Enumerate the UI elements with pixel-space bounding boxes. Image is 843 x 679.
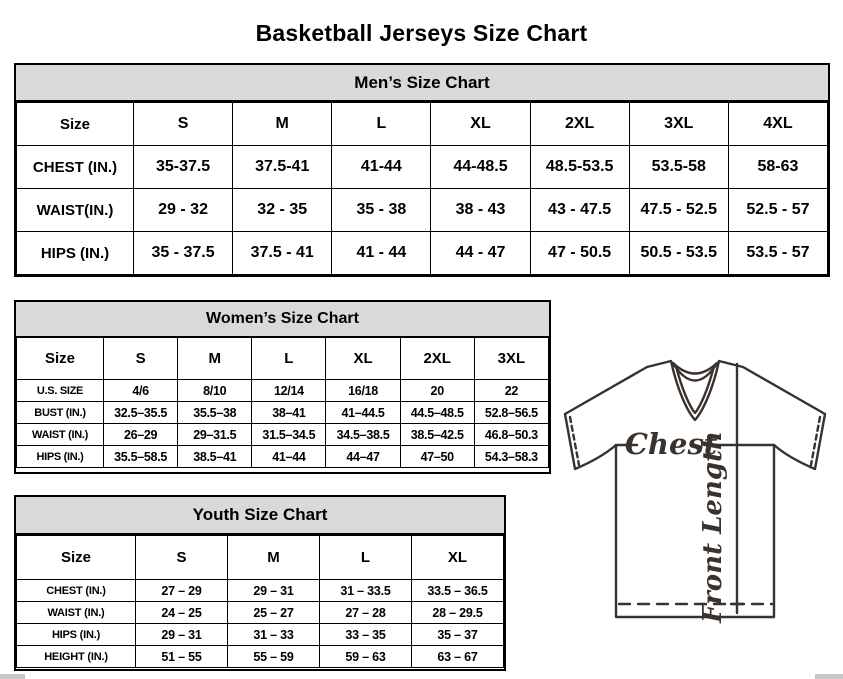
value-cell: 41–44 [252, 446, 326, 468]
value-cell: 55 – 59 [228, 646, 320, 668]
value-cell: 25 – 27 [228, 602, 320, 624]
youth-chart-title: Youth Size Chart [16, 497, 504, 535]
size-header-cell: L [252, 338, 326, 380]
value-cell: 44.5–48.5 [400, 402, 474, 424]
value-cell: 31 – 33.5 [320, 580, 412, 602]
value-cell: 48.5-53.5 [530, 146, 629, 189]
value-cell: 27 – 28 [320, 602, 412, 624]
value-cell: 47 - 50.5 [530, 232, 629, 275]
size-header-cell: L [320, 536, 412, 580]
value-cell: 47–50 [400, 446, 474, 468]
left-cuff-dashed-seam [570, 417, 579, 465]
value-cell: 35.5–58.5 [104, 446, 178, 468]
value-cell: 29–31.5 [178, 424, 252, 446]
value-cell: 35 – 37 [412, 624, 504, 646]
size-header-cell: S [134, 103, 233, 146]
value-cell: 43 - 47.5 [530, 189, 629, 232]
value-cell: 32 - 35 [233, 189, 332, 232]
jersey-diagram-svg [553, 357, 843, 642]
value-cell: 37.5-41 [233, 146, 332, 189]
row-label-cell: CHEST (IN.) [17, 580, 136, 602]
womens-size-chart [14, 300, 551, 474]
value-cell: 33 – 35 [320, 624, 412, 646]
row-label-cell: BUST (IN.) [17, 402, 104, 424]
value-cell: 26–29 [104, 424, 178, 446]
value-cell: 29 - 32 [134, 189, 233, 232]
table-row [17, 602, 504, 624]
size-header-cell: 2XL [530, 103, 629, 146]
value-cell: 41–44.5 [326, 402, 400, 424]
youth-size-chart [14, 495, 506, 671]
womens-chart-title: Women’s Size Chart [16, 302, 549, 337]
mens-size-chart [14, 63, 830, 277]
value-cell: 31.5–34.5 [252, 424, 326, 446]
size-header-cell: XL [412, 536, 504, 580]
value-cell: 22 [474, 380, 548, 402]
cropped-table-fragment-left [0, 674, 25, 679]
value-cell: 41-44 [332, 146, 431, 189]
right-cuff-dashed-seam [811, 417, 820, 465]
value-cell: 35 - 38 [332, 189, 431, 232]
size-header-cell: Size [17, 338, 104, 380]
size-header-cell: L [332, 103, 431, 146]
size-header-cell: M [178, 338, 252, 380]
value-cell: 38.5–41 [178, 446, 252, 468]
table-row [17, 402, 549, 424]
value-cell: 44–47 [326, 446, 400, 468]
size-header-cell: 4XL [728, 103, 827, 146]
value-cell: 32.5–35.5 [104, 402, 178, 424]
size-header-cell: M [228, 536, 320, 580]
row-label-cell: HIPS (IN.) [17, 232, 134, 275]
value-cell: 16/18 [326, 380, 400, 402]
size-header-cell: 3XL [629, 103, 728, 146]
size-header-row [17, 338, 549, 380]
size-header-cell: XL [431, 103, 530, 146]
size-header-row [17, 103, 828, 146]
row-label-cell: U.S. SIZE [17, 380, 104, 402]
value-cell: 50.5 - 53.5 [629, 232, 728, 275]
size-header-cell: M [233, 103, 332, 146]
value-cell: 29 – 31 [136, 624, 228, 646]
size-header-cell: S [104, 338, 178, 380]
row-label-cell: CHEST (IN.) [17, 146, 134, 189]
jersey-outline [565, 361, 825, 617]
size-header-cell: Size [17, 103, 134, 146]
table-row [17, 189, 828, 232]
value-cell: 53.5-58 [629, 146, 728, 189]
table-row [17, 624, 504, 646]
value-cell: 51 – 55 [136, 646, 228, 668]
value-cell: 33.5 – 36.5 [412, 580, 504, 602]
jersey-measurement-diagram [553, 357, 843, 642]
value-cell: 20 [400, 380, 474, 402]
size-header-cell: XL [326, 338, 400, 380]
value-cell: 38 - 43 [431, 189, 530, 232]
value-cell: 34.5–38.5 [326, 424, 400, 446]
row-label-cell: WAIST (IN.) [17, 602, 136, 624]
table-row [17, 424, 549, 446]
value-cell: 54.3–58.3 [474, 446, 548, 468]
table-row [17, 646, 504, 668]
row-label-cell: HIPS (IN.) [17, 446, 104, 468]
mens-size-table [16, 102, 828, 275]
value-cell: 44 - 47 [431, 232, 530, 275]
value-cell: 35 - 37.5 [134, 232, 233, 275]
value-cell: 38–41 [252, 402, 326, 424]
value-cell: 27 – 29 [136, 580, 228, 602]
table-row [17, 446, 549, 468]
value-cell: 38.5–42.5 [400, 424, 474, 446]
value-cell: 12/14 [252, 380, 326, 402]
size-header-cell: S [136, 536, 228, 580]
front-length-label: Front Length [698, 431, 728, 623]
size-header-row [17, 536, 504, 580]
table-row [17, 580, 504, 602]
value-cell: 24 – 25 [136, 602, 228, 624]
page-title: Basketball Jerseys Size Chart [255, 20, 588, 47]
value-cell: 31 – 33 [228, 624, 320, 646]
value-cell: 29 – 31 [228, 580, 320, 602]
size-header-cell: Size [17, 536, 136, 580]
size-header-cell: 3XL [474, 338, 548, 380]
value-cell: 53.5 - 57 [728, 232, 827, 275]
row-label-cell: HIPS (IN.) [17, 624, 136, 646]
value-cell: 28 – 29.5 [412, 602, 504, 624]
mens-chart-title: Men’s Size Chart [16, 65, 828, 102]
cropped-table-fragment-right [815, 674, 843, 679]
value-cell: 59 – 63 [320, 646, 412, 668]
womens-size-table [16, 337, 549, 468]
value-cell: 35.5–38 [178, 402, 252, 424]
value-cell: 58-63 [728, 146, 827, 189]
value-cell: 47.5 - 52.5 [629, 189, 728, 232]
value-cell: 63 – 67 [412, 646, 504, 668]
table-row [17, 232, 828, 275]
value-cell: 8/10 [178, 380, 252, 402]
row-label-cell: HEIGHT (IN.) [17, 646, 136, 668]
value-cell: 37.5 - 41 [233, 232, 332, 275]
value-cell: 46.8–50.3 [474, 424, 548, 446]
value-cell: 35-37.5 [134, 146, 233, 189]
row-label-cell: WAIST (IN.) [17, 424, 104, 446]
table-row [17, 380, 549, 402]
value-cell: 52.5 - 57 [728, 189, 827, 232]
size-header-cell: 2XL [400, 338, 474, 380]
value-cell: 4/6 [104, 380, 178, 402]
youth-size-table [16, 535, 504, 668]
row-label-cell: WAIST(IN.) [17, 189, 134, 232]
value-cell: 52.8–56.5 [474, 402, 548, 424]
value-cell: 41 - 44 [332, 232, 431, 275]
table-row [17, 146, 828, 189]
value-cell: 44-48.5 [431, 146, 530, 189]
chest-label: Chest [624, 427, 718, 461]
